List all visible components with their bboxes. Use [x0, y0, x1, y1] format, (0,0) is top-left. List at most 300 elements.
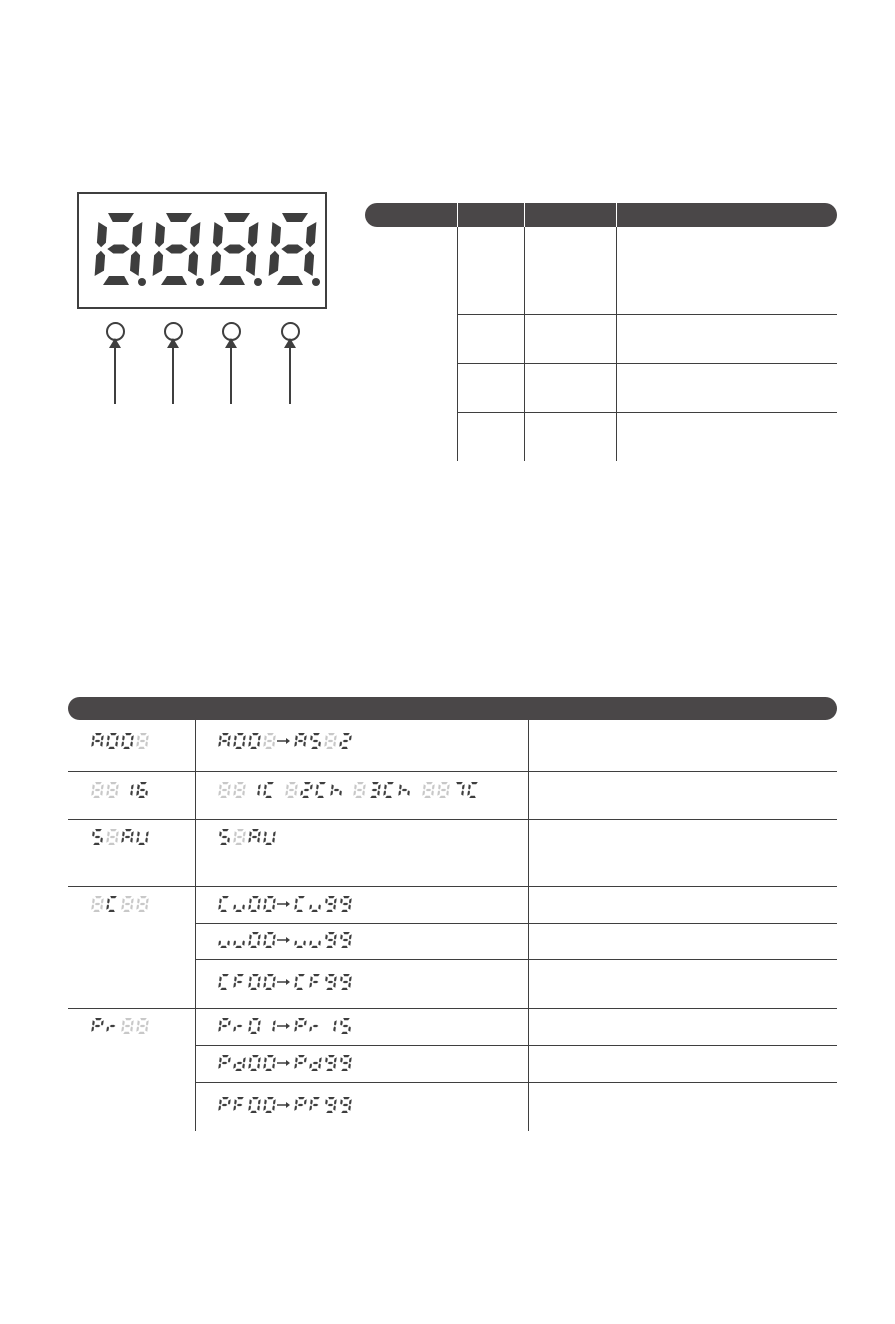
segment-a	[222, 829, 229, 831]
segment-e	[233, 790, 236, 795]
segment-f	[340, 934, 343, 939]
segment-g	[298, 1062, 304, 1064]
segment-f	[340, 976, 343, 981]
segment-b	[334, 898, 337, 903]
segment-f	[354, 784, 357, 789]
segment-b	[295, 784, 298, 789]
segment-f	[107, 784, 110, 789]
segment-d	[385, 796, 392, 798]
segment-c	[348, 940, 351, 945]
segment-f	[384, 784, 387, 789]
segment-digit	[333, 1020, 337, 1032]
segment-e	[121, 904, 124, 909]
ghost-digit	[136, 896, 148, 912]
segment-b	[131, 735, 134, 740]
segment-g	[441, 789, 447, 791]
segment-f	[340, 898, 343, 903]
range-from	[218, 974, 275, 990]
segment-f	[92, 1020, 95, 1025]
slave-option	[219, 829, 276, 845]
segment-c	[272, 904, 275, 909]
segment-f	[137, 1020, 140, 1025]
segment-f	[249, 898, 252, 903]
segment-g	[125, 903, 131, 905]
segment-c	[461, 790, 464, 795]
segment-d	[341, 988, 348, 990]
segment-d	[235, 946, 242, 948]
segment-d	[341, 747, 348, 749]
segment-d	[138, 910, 145, 912]
segment-e	[233, 940, 236, 945]
segment-f	[92, 784, 95, 789]
segment-e	[106, 1026, 109, 1031]
segment-e	[324, 741, 327, 746]
segment-b	[146, 898, 149, 903]
segment-d	[311, 910, 318, 912]
segment-d	[220, 946, 227, 948]
menu-code-slave	[92, 829, 149, 845]
segment-e	[106, 904, 109, 909]
ghost-digit	[353, 782, 365, 798]
segment-a	[252, 1018, 259, 1020]
segment-d	[235, 843, 242, 845]
segment-c	[145, 837, 148, 842]
segment-digit	[233, 1025, 242, 1032]
segment-a	[298, 1018, 305, 1020]
segment-f	[234, 831, 237, 836]
segment-e	[91, 904, 94, 909]
segment-g	[334, 789, 340, 791]
segment-d	[326, 910, 333, 912]
segment-d	[287, 796, 294, 798]
segment-g	[343, 1104, 349, 1106]
segment-b	[273, 1099, 276, 1104]
segment-c	[377, 790, 380, 795]
segment-a	[222, 782, 229, 784]
segment-e	[330, 790, 333, 795]
segment-b	[258, 784, 261, 789]
range-to	[294, 1055, 351, 1071]
segment-c	[100, 741, 103, 746]
segment-digit	[257, 784, 261, 796]
segment-e	[263, 790, 266, 795]
ghost-digit	[121, 896, 133, 912]
segment-c	[145, 741, 148, 746]
segment-digit	[300, 782, 312, 798]
segment-b	[228, 784, 231, 789]
segment-digit	[218, 896, 229, 912]
segment-a	[313, 733, 320, 735]
segment-d	[235, 910, 242, 912]
segment-d	[439, 796, 446, 798]
segment-e	[248, 982, 251, 987]
segment-b	[258, 735, 261, 740]
segment-b	[349, 934, 352, 939]
segment-a	[237, 782, 244, 784]
segment-digit	[340, 1018, 351, 1034]
segment-d	[235, 796, 242, 798]
segment-b	[146, 1020, 149, 1025]
segment-d	[341, 910, 348, 912]
segment-digit	[248, 932, 260, 948]
segment-f	[438, 784, 441, 789]
segment-d	[220, 843, 227, 845]
segment-a	[140, 1018, 147, 1020]
segment-e	[398, 790, 401, 795]
segment-c	[242, 741, 245, 746]
segment-b	[304, 735, 307, 740]
segment-f	[249, 1057, 252, 1062]
segment-b	[258, 831, 261, 836]
segment-digit	[325, 974, 337, 990]
segment-digit	[136, 831, 148, 845]
range-from	[218, 1055, 275, 1071]
range-from	[218, 1018, 275, 1034]
segment-g	[110, 1025, 116, 1027]
segment-c	[227, 741, 230, 746]
segment-e	[248, 1105, 251, 1110]
ghost-digit	[106, 782, 118, 798]
segment-f	[340, 1099, 343, 1104]
segment-digit	[263, 1097, 275, 1113]
segment-a	[237, 1097, 244, 1099]
segment-g	[222, 1025, 228, 1027]
segment-a	[387, 782, 394, 784]
segment-e	[248, 837, 251, 842]
segment-digit	[248, 974, 260, 990]
segment-c	[348, 982, 351, 987]
segment-g	[343, 939, 349, 941]
segment-d	[341, 1111, 348, 1113]
segment-a	[125, 1018, 132, 1020]
segment-c	[272, 1105, 275, 1110]
segment-e	[233, 741, 236, 746]
menu-code-channel	[91, 782, 147, 798]
segment-a	[222, 1018, 229, 1020]
segment-a	[343, 974, 350, 976]
segment-d	[265, 747, 272, 749]
segment-g	[289, 789, 295, 791]
segment-e	[218, 1063, 221, 1068]
segment-e	[285, 790, 288, 795]
segment-f	[325, 976, 328, 981]
segment-c	[348, 1063, 351, 1068]
segment-b	[101, 784, 104, 789]
segment-b	[258, 934, 261, 939]
segment-c	[303, 741, 306, 746]
segment-a	[313, 1097, 320, 1099]
channel-option-4	[422, 782, 478, 798]
segment-digit	[106, 733, 118, 749]
segment-a	[343, 1055, 350, 1057]
segment-b	[131, 784, 134, 789]
segment-digit	[309, 904, 321, 912]
segment-f	[122, 1020, 125, 1025]
segment-c	[130, 1026, 133, 1031]
segment-e	[106, 790, 109, 795]
segment-a	[252, 1055, 259, 1057]
segment-d	[341, 1069, 348, 1071]
segment-a	[110, 896, 117, 898]
segment-f	[310, 976, 313, 981]
arrow-right-head	[286, 979, 290, 985]
segment-a	[237, 829, 244, 831]
arrow-right-head	[286, 738, 290, 744]
segment-c	[130, 741, 133, 746]
segment-digit	[340, 1055, 352, 1071]
segment-g	[313, 1104, 319, 1106]
segment-f	[325, 898, 328, 903]
ghost-digit	[136, 1018, 148, 1034]
segment-c	[257, 1105, 260, 1110]
ghost-digit	[106, 829, 118, 845]
segment-c	[348, 1105, 351, 1110]
segment-d	[326, 946, 333, 948]
segment-g	[357, 789, 363, 791]
segment-a	[110, 782, 117, 784]
segment-f	[264, 831, 267, 836]
segment-e	[136, 904, 139, 909]
segment-f	[219, 898, 222, 903]
segment-e	[106, 837, 109, 842]
segment-c	[333, 940, 336, 945]
segment-g	[237, 1025, 243, 1027]
segment-digit	[106, 896, 117, 912]
segment-b	[319, 1057, 322, 1062]
segment-digit	[91, 733, 103, 747]
segment-e	[339, 741, 342, 746]
segment-digit	[315, 782, 326, 798]
segment-c	[130, 904, 133, 909]
segment-d	[250, 1069, 257, 1071]
segment-digit	[309, 1025, 318, 1032]
segment-digit	[467, 782, 478, 798]
segment-b	[310, 784, 313, 789]
segment-e	[422, 790, 425, 795]
segment-g	[237, 789, 243, 791]
segment-c	[318, 1063, 321, 1068]
ghost-digit	[218, 782, 230, 798]
segment-digit	[383, 782, 394, 798]
segment-f	[295, 1020, 298, 1025]
range-from	[218, 896, 275, 912]
segment-c	[318, 904, 321, 909]
segment-g	[343, 903, 349, 905]
segment-f	[264, 1057, 267, 1062]
segment-e	[309, 1063, 312, 1068]
segment-d	[138, 796, 145, 798]
segment-a	[267, 896, 274, 898]
segment-e	[136, 790, 139, 795]
segment-g	[140, 903, 146, 905]
segment-c	[333, 741, 336, 746]
segment-e	[294, 904, 297, 909]
segment-b	[304, 1057, 307, 1062]
segment-d	[93, 843, 100, 845]
segment-digit	[233, 1097, 244, 1111]
segment-digit	[294, 974, 305, 990]
segment-e	[218, 982, 221, 987]
segment-c	[272, 1026, 275, 1031]
segment-d	[250, 747, 257, 749]
segment-e	[218, 904, 221, 909]
segment-f	[219, 1057, 222, 1062]
segment-g	[140, 789, 146, 791]
segment-digit	[248, 1055, 260, 1071]
segment-d	[250, 1032, 257, 1034]
segment-a	[441, 782, 448, 784]
segment-f	[234, 784, 237, 789]
segment-f	[92, 898, 95, 903]
segment-c	[272, 982, 275, 987]
segment-digit	[310, 733, 321, 749]
segment-b	[243, 784, 246, 789]
segment-g	[140, 740, 146, 742]
segment-g	[298, 1104, 304, 1106]
segment-c	[257, 982, 260, 987]
segment-b	[349, 1057, 352, 1062]
menu-code-address	[91, 733, 148, 749]
segment-b	[228, 735, 231, 740]
segment-f	[219, 831, 222, 836]
segment-e	[233, 982, 236, 987]
segment-b	[273, 831, 276, 836]
segment-f	[295, 1057, 298, 1062]
segment-d	[220, 988, 227, 990]
segment-g	[237, 981, 243, 983]
segment-g	[237, 836, 243, 838]
segment-a	[267, 782, 274, 784]
segment-c	[242, 940, 245, 945]
segment-digit	[219, 829, 230, 845]
segment-a	[319, 782, 326, 784]
segment-b	[334, 1099, 337, 1104]
segment-digit	[339, 733, 351, 749]
segment-d	[108, 796, 115, 798]
segment-digit	[218, 733, 230, 747]
segment-g	[95, 1025, 101, 1027]
segment-f	[137, 831, 140, 836]
segment-g	[313, 1025, 319, 1027]
segment-d	[370, 796, 377, 798]
segment-c	[257, 741, 260, 746]
segment-f	[107, 898, 110, 903]
segment-digit	[340, 932, 352, 948]
segment-digit	[309, 1097, 320, 1111]
segment-e	[263, 982, 266, 987]
segment-c	[333, 1105, 336, 1110]
segment-f	[137, 735, 140, 740]
segment-c	[227, 790, 230, 795]
segment-d	[302, 796, 309, 798]
segment-digit	[456, 782, 465, 796]
segment-a	[298, 896, 305, 898]
segment-b	[258, 1057, 261, 1062]
segment-f	[122, 735, 125, 740]
segment-g	[110, 836, 116, 838]
segment-digit	[325, 896, 337, 912]
segment-digit	[218, 1055, 230, 1069]
segment-e	[294, 1026, 297, 1031]
segment-digit	[218, 940, 230, 948]
segment-f	[249, 735, 252, 740]
segment-a	[343, 932, 350, 934]
segment-b	[131, 1020, 134, 1025]
segment-a	[304, 782, 311, 784]
segment-b	[273, 1057, 276, 1062]
segment-g	[304, 789, 310, 791]
segment-e	[136, 837, 139, 842]
segment-g	[343, 740, 349, 742]
range-from	[218, 1097, 275, 1113]
segment-g	[95, 740, 101, 742]
segment-c	[303, 940, 306, 945]
segment-b	[334, 735, 337, 740]
segment-c	[115, 790, 118, 795]
range-to	[294, 896, 351, 912]
segment-a	[328, 733, 335, 735]
segment-b	[334, 934, 337, 939]
segment-a	[252, 733, 259, 735]
segment-a	[222, 896, 229, 898]
segment-f	[234, 735, 237, 740]
segment-d	[108, 843, 115, 845]
segment-e	[233, 1105, 236, 1110]
segment-e	[218, 790, 221, 795]
segment-d	[123, 910, 130, 912]
segment-g	[237, 1062, 243, 1064]
segment-b	[258, 976, 261, 981]
segment-g	[343, 981, 349, 983]
segment-a	[95, 733, 102, 735]
segment-a	[267, 733, 274, 735]
segment-b	[273, 735, 276, 740]
segment-d	[296, 988, 303, 990]
segment-e	[309, 904, 312, 909]
segment-digit	[325, 1097, 337, 1113]
ghost-digit	[263, 733, 275, 749]
segment-digit	[218, 1018, 230, 1032]
segment-f	[234, 1099, 237, 1104]
segment-e	[294, 1063, 297, 1068]
range-to	[294, 932, 351, 948]
segment-e	[263, 837, 266, 842]
segment-e	[263, 940, 266, 945]
segment-e	[218, 1105, 221, 1110]
segment-digit	[263, 782, 274, 798]
segment-a	[328, 1097, 335, 1099]
segment-b	[228, 1057, 231, 1062]
segment-e	[300, 790, 303, 795]
segment-f	[331, 784, 334, 789]
segment-a	[289, 782, 296, 784]
segment-g	[222, 789, 228, 791]
segment-f	[325, 1099, 328, 1104]
segment-g	[328, 1104, 334, 1106]
segment-e	[309, 1105, 312, 1110]
segment-g	[252, 836, 258, 838]
segment-a	[328, 932, 335, 934]
segment-b	[304, 1099, 307, 1104]
segment-b	[101, 898, 104, 903]
segment-b	[146, 735, 149, 740]
segment-c	[333, 904, 336, 909]
segment-a	[95, 1018, 102, 1020]
segment-a	[95, 782, 102, 784]
segment-b	[378, 784, 381, 789]
segment-b	[228, 1020, 231, 1025]
segment-g	[328, 981, 334, 983]
